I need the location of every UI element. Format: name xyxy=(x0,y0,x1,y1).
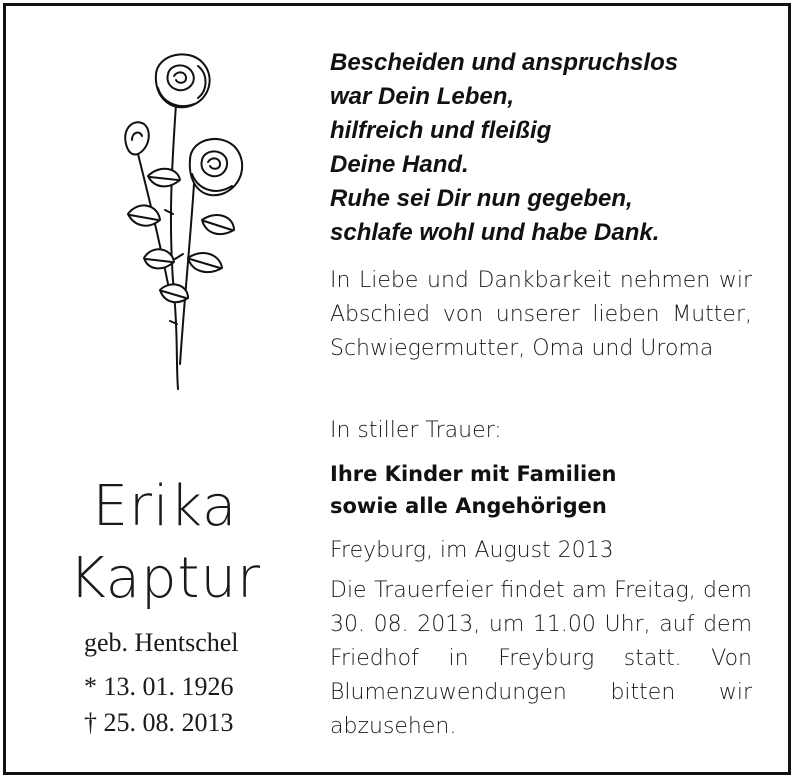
poem-line: hilfreich und fleißig xyxy=(330,117,552,144)
right-column xyxy=(330,46,760,739)
birth-date: * 13. 01. 1926 xyxy=(84,672,234,701)
intro-paragraph: In Liebe und Dankbarkeit nehmen wir Abschied von unserer lieben Mutter, Schwiegermutter, Oma und Uroma xyxy=(330,268,752,361)
rose-icon xyxy=(98,44,258,394)
deceased-last-name: Kaptur xyxy=(68,546,262,611)
obituary-notice xyxy=(3,3,791,775)
memorial-poem xyxy=(330,46,760,250)
mourners-line: sowie alle Angehörigen xyxy=(330,494,607,518)
poem-line: war Dein Leben, xyxy=(330,83,515,110)
mourning-label: In stiller Trauer: xyxy=(330,418,502,443)
death-date: † 25. 08. 2013 xyxy=(84,708,234,737)
poem-line: Deine Hand. xyxy=(330,151,469,178)
poem-line: schlafe wohl und habe Dank. xyxy=(330,219,660,246)
mourners-list xyxy=(330,458,616,522)
mourners-line: Ihre Kinder mit Familien xyxy=(330,462,617,486)
place-date: Freyburg, im August 2013 xyxy=(330,538,614,563)
left-column xyxy=(6,6,324,772)
service-paragraph: Die Trauerfeier findet am Freitag, dem 30. 08. 2013, um 11.00 Uhr, auf dem Friedhof in Freyburg statt. Von Blumenzuwendungen bitten wir abzusehen. xyxy=(330,578,752,739)
poem-line: Bescheiden und anspruchslos xyxy=(330,49,679,76)
maiden-name: geb. Hentschel xyxy=(84,628,239,657)
deceased-first-name: Erika xyxy=(92,474,238,539)
poem-line: Ruhe sei Dir nun gegeben, xyxy=(330,185,633,212)
